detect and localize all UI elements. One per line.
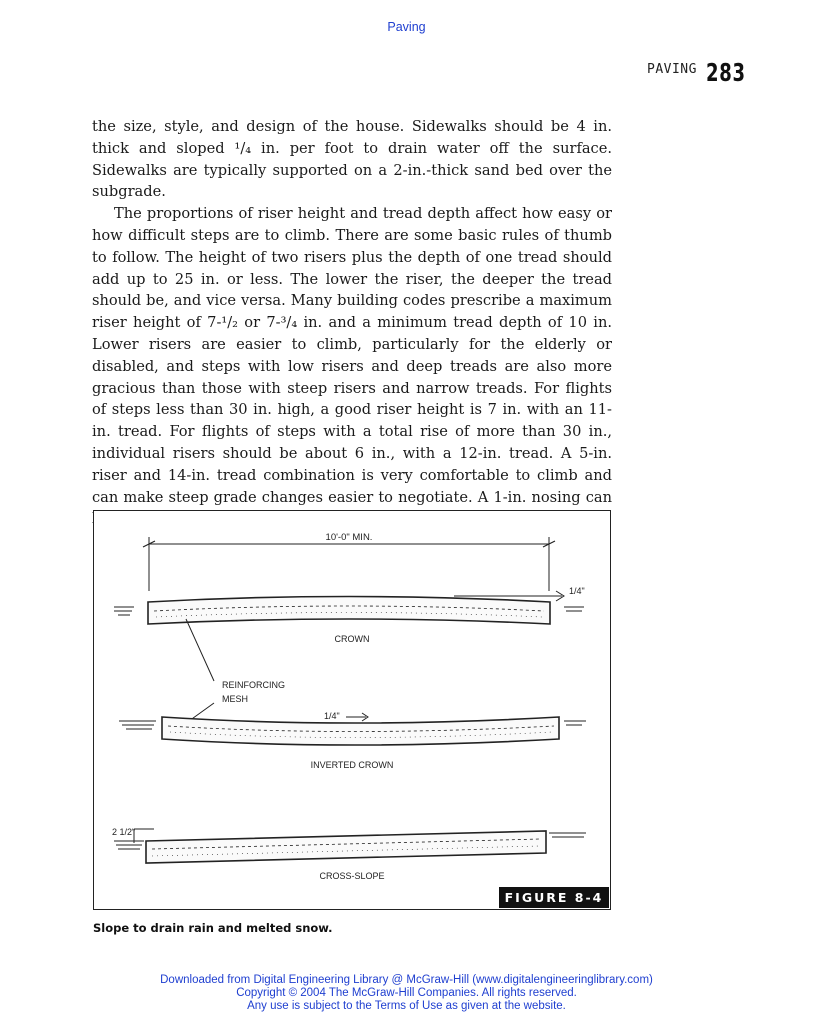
mesh-label-2: MESH — [222, 694, 249, 704]
inverted-label: INVERTED CROWN — [310, 760, 394, 770]
crown-slab — [114, 591, 584, 624]
cross-slope-slab — [114, 829, 586, 863]
inverted-crown-slab — [119, 713, 586, 745]
figure-caption: Slope to drain rain and melted snow. — [93, 921, 333, 935]
footer — [0, 974, 813, 1013]
cross-slope-label: CROSS-SLOPE — [319, 871, 385, 881]
body-text — [92, 116, 612, 530]
figure-8-4 — [93, 510, 611, 910]
figure-tag: FIGURE 8-4 — [499, 887, 609, 908]
page-number: 283 — [706, 58, 746, 87]
slab-drawing — [94, 511, 610, 909]
cross-slope-dim-label: 2 1/2" — [112, 827, 136, 837]
footer-copyright: Copyright © 2004 The McGraw-Hill Companies. All rights reserved. — [236, 987, 577, 999]
crown-label: CROWN — [334, 634, 370, 644]
mesh-leader — [186, 619, 214, 721]
running-head: PAVING — [647, 62, 697, 77]
crown-slope-label: 1/4" — [569, 586, 585, 596]
footer-download-link[interactable]: Downloaded from Digital Engineering Library @ McGraw-Hill (www.digitalengineeringlibrary.com) — [160, 974, 653, 986]
paragraph-1: the size, style, and design of the house. Sidewalks should be 4 in. thick and sloped ¹/₄ in. per foot to drain water off the surface. Sidewalks are typically supported on a 2-in.-thick sand bed over the subgrade. — [92, 118, 612, 201]
mesh-label-1: REINFORCING — [222, 680, 285, 690]
footer-terms-link[interactable]: Any use is subject to the Terms of Use as given at the website. — [247, 1000, 566, 1012]
paragraph-2: The proportions of riser height and tread depth affect how easy or how difficult steps are to climb. There are some basic rules of thumb to follow. The height of two risers plus the depth of one tread should add up to 25 in. or less. The lower the riser, the deeper the tread should be, and vice versa. Many building codes prescribe a maximum riser height of 7-¹/₂ or 7-³/₄ in. and a minimum tread depth of 10 in. Lower risers are easier to climb, particularly for the elderly or disabled, and steps with low risers and deep treads are also more gracious than those with steep risers and narrow treads. For flights of steps less than 30 in. high, a good riser height is 7 in. with an 11-in. tread. For flights of steps with a total rise of more than 30 in., individual risers should be about 6 in., with a 12-in. tread. A 5-in. riser and 14-in. tread combination is very comfortable to climb and can make steep grade changes easier to negotiate. A 1-in. nosing can — [92, 205, 612, 506]
dimension-label: 10'-0" MIN. — [325, 532, 373, 543]
inverted-slope-label: 1/4" — [324, 711, 340, 721]
header-link-paving[interactable]: Paving — [387, 20, 426, 34]
